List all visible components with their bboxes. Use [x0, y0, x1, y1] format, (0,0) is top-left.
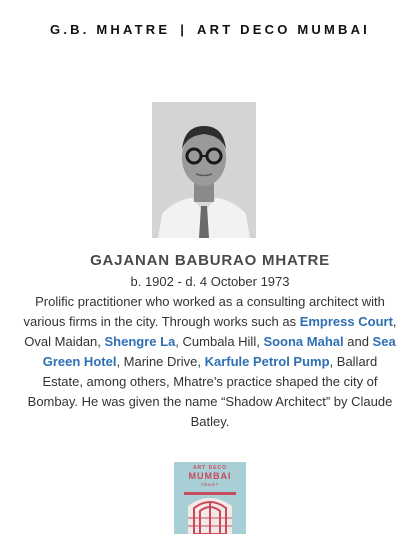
logo-line-art-deco: ART DECO	[192, 465, 228, 471]
portrait-photo-icon	[152, 102, 256, 238]
bio-text: and	[343, 334, 373, 349]
link-karfule-petrol-pump[interactable]: Karfule Petrol Pump	[204, 354, 330, 369]
bio-text: , Oval Maidan,	[24, 314, 397, 349]
architect-name: GAJANAN BABURAO MHATRE	[90, 252, 330, 269]
art-deco-mumbai-trust-logo[interactable]	[174, 462, 246, 534]
link-empress-court[interactable]: Empress Court	[299, 314, 393, 329]
link-soona-mahal[interactable]: Soona Mahal	[263, 334, 344, 349]
link-shengre-la[interactable]: Shengre La	[104, 334, 176, 349]
header-separator: |	[180, 22, 188, 37]
header-site-name: ART DECO MUMBAI	[197, 22, 370, 37]
header-architect-name: G.B. MHATRE	[50, 22, 171, 37]
bio-text: , Cumbala Hill,	[175, 334, 264, 349]
architect-portrait	[152, 102, 256, 238]
logo-line-mumbai: MUMBAI	[188, 471, 232, 481]
link-sea-green-hotel[interactable]: Sea Green Hotel	[42, 334, 396, 369]
life-dates: b. 1902 - d. 4 October 1973	[130, 274, 290, 289]
logo-line-trust: TRUST	[200, 482, 220, 487]
bio-text: , Marine Drive,	[116, 354, 205, 369]
page-header	[0, 22, 420, 37]
architect-bio	[22, 292, 398, 432]
bio-text: Prolific practitioner who worked as a consulting architect with various firms in the city. Through works such as	[23, 294, 385, 329]
bio-text: , Ballard Estate, among others, Mhatre’s practice shaped the city of Bombay. He was given the name “Shadow Architect” by Claude Batley.	[27, 354, 393, 429]
